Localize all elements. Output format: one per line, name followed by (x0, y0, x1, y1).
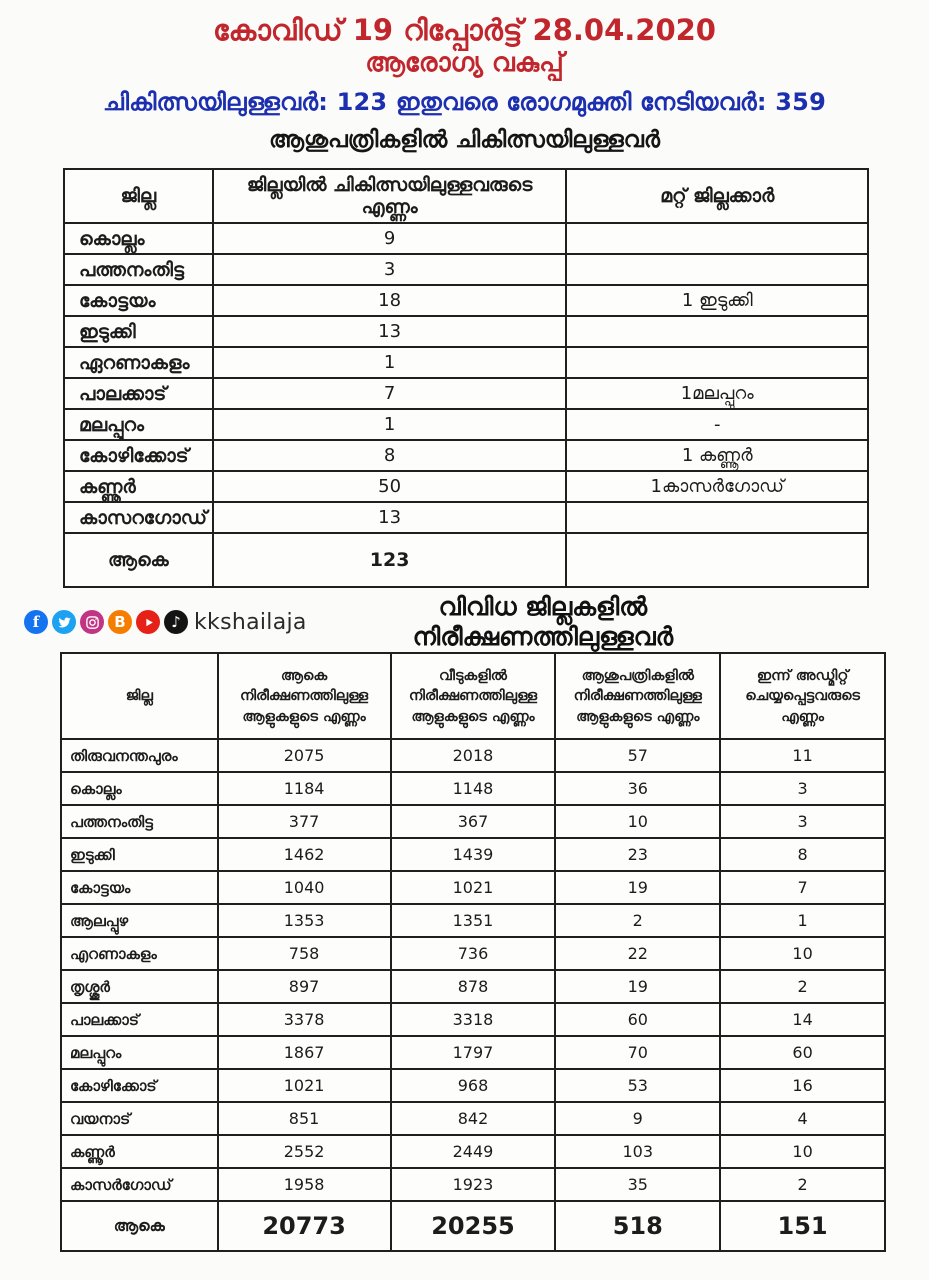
table-row (64, 471, 868, 502)
hospital-table-title: ആശുപത്രികളിൽ ചികിത്സയിലുള്ളവർ (269, 127, 660, 154)
table-header-row (64, 169, 868, 223)
department-subtitle: ആരോഗ്യ വകുപ്പ് (365, 48, 564, 79)
total-row (64, 533, 868, 587)
facebook-icon: f (24, 610, 48, 634)
total-label: ആകെ (64, 533, 213, 587)
hospital-cell-district: ഇടുക്കി (64, 316, 213, 347)
observation-cell-total: 851 (218, 1102, 391, 1135)
table-row (61, 1003, 885, 1036)
observation-cell-total: 377 (218, 805, 391, 838)
hospital-cell-count: 13 (213, 316, 567, 347)
observation-cell-home: 3318 (391, 1003, 556, 1036)
hospital-cell-other (566, 316, 868, 347)
observation-cell-hospital: 53 (555, 1069, 720, 1102)
observation-cell-admitted: 3 (720, 805, 885, 838)
observation-cell-admitted: 3 (720, 772, 885, 805)
hospital-cell-other: 1 കണ്ണൂർ (566, 440, 868, 471)
column-header-other-districts: മറ്റ് ജില്ലക്കാർ (566, 169, 868, 223)
observation-cell-hospital: 2 (555, 904, 720, 937)
hospital-cell-district: പത്തനംതിട്ട (64, 254, 213, 285)
column-header-home-observed: വീടുകളിൽ നിരീക്ഷണത്തിലുള്ള ആളുകളുടെ എണ്ണം (391, 653, 556, 739)
column-header-district: ജില്ല (61, 653, 218, 739)
observation-cell-district: എറണാകളം (61, 937, 218, 970)
observation-cell-district: പത്തനംതിട്ട (61, 805, 218, 838)
social-icons (24, 610, 188, 634)
observation-cell-total: 897 (218, 970, 391, 1003)
observation-cell-home: 968 (391, 1069, 556, 1102)
observation-cell-home: 1439 (391, 838, 556, 871)
table-row (61, 739, 885, 772)
total-row (61, 1201, 885, 1251)
observation-cell-district: കോട്ടയം (61, 871, 218, 904)
observation-cell-total: 2552 (218, 1135, 391, 1168)
observation-cell-hospital: 36 (555, 772, 720, 805)
observation-cell-admitted: 10 (720, 1135, 885, 1168)
total-hospital-observed: 518 (555, 1201, 720, 1251)
hospital-cell-district: കൊല്ലം (64, 223, 213, 254)
observation-cell-district: പാലക്കാട് (61, 1003, 218, 1036)
observation-cell-total: 1040 (218, 871, 391, 904)
social-media-strip (24, 592, 929, 652)
hospital-cell-district: പാലക്കാട് (64, 378, 213, 409)
table-row (61, 805, 885, 838)
observation-cell-total: 2075 (218, 739, 391, 772)
observation-cell-hospital: 23 (555, 838, 720, 871)
observation-cell-home: 878 (391, 970, 556, 1003)
hospital-cell-count: 18 (213, 285, 567, 316)
observation-cell-admitted: 1 (720, 904, 885, 937)
observation-cell-hospital: 22 (555, 937, 720, 970)
observation-cell-admitted: 10 (720, 937, 885, 970)
observation-cell-hospital: 19 (555, 970, 720, 1003)
observation-table-title: വിവിധ ജില്ലകളിൽ നിരീക്ഷണത്തിലുള്ളവർ (412, 592, 674, 652)
hospital-cell-count: 50 (213, 471, 567, 502)
observation-cell-total: 1353 (218, 904, 391, 937)
instagram-icon (80, 610, 104, 634)
observation-cell-total: 1462 (218, 838, 391, 871)
observation-cell-admitted: 16 (720, 1069, 885, 1102)
hospital-cell-other (566, 502, 868, 533)
observation-cell-hospital: 9 (555, 1102, 720, 1135)
table-row (61, 1036, 885, 1069)
observation-cell-home: 1351 (391, 904, 556, 937)
table-row (61, 1102, 885, 1135)
tiktok-icon: ♪ (164, 610, 188, 634)
observation-cell-total: 1867 (218, 1036, 391, 1069)
observation-cell-admitted: 8 (720, 838, 885, 871)
observation-cell-hospital: 35 (555, 1168, 720, 1201)
total-count: 123 (213, 533, 567, 587)
observation-cell-district: തിരുവനന്തപുരം (61, 739, 218, 772)
total-other (566, 533, 868, 587)
observation-cell-district: കൊല്ലം (61, 772, 218, 805)
table-row (64, 378, 868, 409)
observation-cell-district: വയനാട് (61, 1102, 218, 1135)
hospital-cell-other (566, 347, 868, 378)
observation-cell-admitted: 2 (720, 1168, 885, 1201)
table-row (61, 871, 885, 904)
table-row (61, 1168, 885, 1201)
hospital-cell-district: കണ്ണൂർ (64, 471, 213, 502)
observation-cell-district: ഇടുക്കി (61, 838, 218, 871)
observation-cell-district: മലപ്പുറം (61, 1036, 218, 1069)
hospital-cell-district: കാസറഗോഡ് (64, 502, 213, 533)
hospital-cell-district: ഏറണാകളം (64, 347, 213, 378)
table-row (64, 223, 868, 254)
total-admitted-today: 151 (720, 1201, 885, 1251)
total-label: ആകെ (61, 1201, 218, 1251)
column-header-district: ജില്ല (64, 169, 213, 223)
social-handle: kkshailaja (194, 609, 307, 635)
report-title: കോവിഡ് 19 റിപ്പോർട്ട് 28.04.2020 (213, 13, 716, 47)
hospital-cell-district: കോട്ടയം (64, 285, 213, 316)
hospital-cell-other: 1 ഇടുക്കി (566, 285, 868, 316)
hospital-cell-other: 1കാസർഗോഡ് (566, 471, 868, 502)
treated-recovered-stats: ചികിത്സയിലുള്ളവർ: 123 ഇതുവരെ രോഗമുക്തി നേടിയവർ: 359 (103, 88, 826, 117)
observation-cell-home: 1923 (391, 1168, 556, 1201)
table-row (64, 440, 868, 471)
observation-cell-total: 1021 (218, 1069, 391, 1102)
table-row (61, 970, 885, 1003)
observation-cell-home: 367 (391, 805, 556, 838)
blogger-icon: B (108, 610, 132, 634)
table-row (61, 1135, 885, 1168)
observation-cell-district: കോഴിക്കോട് (61, 1069, 218, 1102)
observation-cell-hospital: 10 (555, 805, 720, 838)
observation-cell-home: 1021 (391, 871, 556, 904)
observation-cell-district: ആലപ്പുഴ (61, 904, 218, 937)
table-row (64, 316, 868, 347)
column-header-total-observed: ആകെ നിരീക്ഷണത്തിലുള്ള ആളുകളുടെ എണ്ണം (218, 653, 391, 739)
hospital-cell-other (566, 223, 868, 254)
hospital-cell-count: 7 (213, 378, 567, 409)
observation-cell-admitted: 14 (720, 1003, 885, 1036)
observation-cell-total: 3378 (218, 1003, 391, 1036)
youtube-icon (136, 610, 160, 634)
observation-cell-home: 2449 (391, 1135, 556, 1168)
table-row (61, 838, 885, 871)
table-header-row (61, 653, 885, 739)
hospital-cell-other: 1മലപ്പുറം (566, 378, 868, 409)
observation-cell-district: തൃശ്ശൂർ (61, 970, 218, 1003)
hospital-cell-district: മലപ്പുറം (64, 409, 213, 440)
observation-cell-admitted: 2 (720, 970, 885, 1003)
observation-cell-total: 1958 (218, 1168, 391, 1201)
column-header-count: ജില്ലയിൽ ചികിത്സയിലുള്ളവരുടെ എണ്ണം (213, 169, 567, 223)
observation-cell-hospital: 19 (555, 871, 720, 904)
hospital-cell-count: 3 (213, 254, 567, 285)
column-header-hospital-observed: ആശുപത്രികളിൽ നിരീക്ഷണത്തിലുള്ള ആളുകളുടെ എണ്ണം (555, 653, 720, 739)
total-observed: 20773 (218, 1201, 391, 1251)
hospital-cell-other (566, 254, 868, 285)
observation-cell-hospital: 57 (555, 739, 720, 772)
observation-cell-admitted: 60 (720, 1036, 885, 1069)
table-row (64, 347, 868, 378)
table-row (64, 409, 868, 440)
observation-cell-home: 1148 (391, 772, 556, 805)
observation-cell-admitted: 11 (720, 739, 885, 772)
observation-cell-home: 736 (391, 937, 556, 970)
observation-cell-hospital: 70 (555, 1036, 720, 1069)
observation-cell-hospital: 60 (555, 1003, 720, 1036)
observation-cell-home: 1797 (391, 1036, 556, 1069)
observation-cell-home: 842 (391, 1102, 556, 1135)
total-home-observed: 20255 (391, 1201, 556, 1251)
observation-cell-admitted: 4 (720, 1102, 885, 1135)
hospital-cell-district: കോഴിക്കോട് (64, 440, 213, 471)
hospital-cell-other: - (566, 409, 868, 440)
table-row (64, 502, 868, 533)
hospital-treatment-table (63, 168, 869, 588)
hospital-cell-count: 8 (213, 440, 567, 471)
observation-cell-admitted: 7 (720, 871, 885, 904)
hospital-cell-count: 1 (213, 409, 567, 440)
observation-cell-hospital: 103 (555, 1135, 720, 1168)
observation-cell-total: 758 (218, 937, 391, 970)
observation-cell-district: കണ്ണൂർ (61, 1135, 218, 1168)
table-row (61, 904, 885, 937)
twitter-icon (52, 610, 76, 634)
column-header-admitted-today: ഇന്ന് അഡ്മിറ്റ് ചെയ്യപ്പെട്ടവരുടെ എണ്ണം (720, 653, 885, 739)
table-row (61, 937, 885, 970)
district-observation-table (60, 652, 886, 1252)
hospital-cell-count: 13 (213, 502, 567, 533)
observation-cell-home: 2018 (391, 739, 556, 772)
observation-cell-total: 1184 (218, 772, 391, 805)
hospital-cell-count: 1 (213, 347, 567, 378)
table-row (64, 254, 868, 285)
table-row (64, 285, 868, 316)
table-row (61, 772, 885, 805)
hospital-cell-count: 9 (213, 223, 567, 254)
table-row (61, 1069, 885, 1102)
observation-cell-district: കാസർഗോഡ് (61, 1168, 218, 1201)
